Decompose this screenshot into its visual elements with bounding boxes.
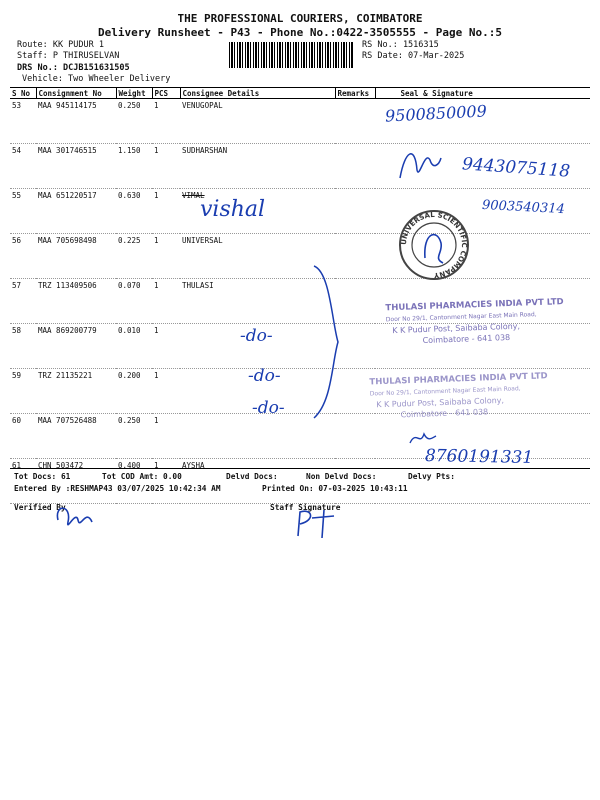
- verified-by-signature: [52, 500, 102, 536]
- row-weight: 0.630: [116, 189, 152, 234]
- row-weight: 0.010: [116, 324, 152, 369]
- row-pcs: 1: [152, 459, 180, 504]
- signature-54: 9443075118: [461, 154, 571, 182]
- signature-scribble-54: [395, 140, 445, 188]
- row-sno: 61: [10, 459, 36, 504]
- col-sno: S No: [10, 88, 36, 99]
- ditto-mark-58: -do-: [240, 326, 273, 346]
- printed-on: Printed On: 07-03-2025 10:43:11: [262, 484, 408, 493]
- row-pcs: 1: [152, 414, 180, 459]
- rs-date: RS Date: 07-Mar-2025: [362, 51, 465, 61]
- tot-cod-amt: Tot COD Amt: 0.00: [102, 472, 182, 481]
- row-weight: 0.225: [116, 234, 152, 279]
- route: Route: KK PUDUR 1: [17, 40, 104, 50]
- row-sno: 58: [10, 324, 36, 369]
- bracket-mark: [310, 262, 350, 422]
- delvy-pts: Delvy Pts:: [408, 472, 455, 481]
- row-pcs: 1: [152, 324, 180, 369]
- row-sno: 59: [10, 369, 36, 414]
- runsheet-table: [10, 87, 590, 504]
- row-consignee: VIMAL: [180, 189, 335, 234]
- row-consignment: MAA 301746515: [36, 144, 116, 189]
- stamp-line: THULASI PHARMACIES INDIA PVT LTD: [369, 371, 548, 388]
- row-consignment: MAA 705698498: [36, 234, 116, 279]
- row-pcs: 1: [152, 99, 180, 144]
- row-consignment: TRZ 113409506: [36, 279, 116, 324]
- thulasi-stamp-2: [369, 371, 570, 422]
- row-sno: 53: [10, 99, 36, 144]
- row-weight: 0.070: [116, 279, 152, 324]
- staff-signature: Staff Signature: [270, 503, 341, 512]
- table-row: [10, 99, 590, 144]
- col-consignee: Consignee Details: [180, 88, 335, 99]
- runsheet-subtitle: Delivery Runsheet - P43 - Phone No.:0422-3505555 - Page No.:5: [98, 26, 502, 39]
- non-delvd-docs: Non Delvd Docs:: [306, 472, 377, 481]
- thulasi-stamp-1: [385, 297, 576, 348]
- delvd-docs: Delvd Docs:: [226, 472, 278, 481]
- col-weight: Weight: [116, 88, 152, 99]
- rs-no: RS No.: 1516315: [362, 40, 439, 50]
- stamp-line: Coimbatore - 641 038: [422, 332, 511, 346]
- universal-company-seal: [397, 208, 471, 282]
- row-weight: 0.250: [116, 414, 152, 459]
- col-consignment: Consignment No: [36, 88, 116, 99]
- ditto-mark-60: -do-: [252, 398, 285, 418]
- row-consignment: MAA 707526488: [36, 414, 116, 459]
- drs-no: DRS No.: DCJB151631505: [17, 63, 130, 73]
- row-consignee: AYSHA: [180, 459, 335, 504]
- row-pcs: 1: [152, 189, 180, 234]
- row-consignee: THULASI: [180, 279, 335, 324]
- row-consignee: VENUGOPAL: [180, 99, 335, 144]
- verified-by: Verified By: [14, 503, 66, 512]
- signature-scribble-61: [408, 428, 438, 448]
- row-weight: 1.150: [116, 144, 152, 189]
- col-seal-signature: Seal & Signature: [375, 88, 590, 99]
- row-weight: 0.400: [116, 459, 152, 504]
- handwritten-vishal: vishal: [200, 197, 266, 222]
- seal-ring-text: UNIVERSAL SCIENTIFIC COMPANY: [399, 210, 469, 280]
- footer-divider: [10, 468, 590, 469]
- row-consignment: CHN 503472: [36, 459, 116, 504]
- row-sno: 54: [10, 144, 36, 189]
- row-consignment: MAA 945114175: [36, 99, 116, 144]
- row-pcs: 1: [152, 279, 180, 324]
- row-consignee: SUDHARSHAN: [180, 144, 335, 189]
- company-title: THE PROFESSIONAL COURIERS, COIMBATORE: [177, 12, 423, 25]
- row-consignment: MAA 869200779: [36, 324, 116, 369]
- row-consignment: MAA 651220517: [36, 189, 116, 234]
- table-row: [10, 234, 590, 279]
- stamp-line: Door No 29/1, Cantonment Nagar East Main Road,: [369, 385, 521, 398]
- row-sno: 60: [10, 414, 36, 459]
- signature-61: 8760191331: [424, 446, 534, 468]
- stamp-line: K K Pudur Post, Saibaba Colony,: [376, 395, 505, 410]
- entered-by: Entered By :RESHMAP43 03/07/2025 10:42:34 AM: [14, 484, 221, 493]
- ditto-mark-59: -do-: [248, 366, 281, 386]
- table-header-row: [10, 88, 590, 99]
- row-consignee: UNIVERSAL: [180, 234, 335, 279]
- stamp-line: Coimbatore - 641 038: [400, 407, 489, 420]
- row-pcs: 1: [152, 144, 180, 189]
- staff: Staff: P THIRUSELVAN: [17, 51, 120, 61]
- staff-signature-mark: [290, 506, 344, 542]
- row-weight: 0.200: [116, 369, 152, 414]
- row-sno: 55: [10, 189, 36, 234]
- signature-55: 9003540314: [481, 197, 566, 218]
- tot-docs: Tot Docs: 61: [14, 472, 71, 481]
- stamp-line: THULASI PHARMACIES INDIA PVT LTD: [385, 297, 564, 314]
- stamp-line: Door No 29/1, Cantonment Nagar East Main Road,: [385, 311, 537, 324]
- row-sno: 56: [10, 234, 36, 279]
- row-sno: 57: [10, 279, 36, 324]
- row-consignment: TRZ 21135221: [36, 369, 116, 414]
- row-pcs: 1: [152, 234, 180, 279]
- col-remarks: Remarks: [335, 88, 375, 99]
- signature-53: 9500850009: [384, 101, 488, 126]
- vehicle: Vehicle: Two Wheeler Delivery: [22, 74, 171, 84]
- stamp-line: K K Pudur Post, Saibaba Colony,: [392, 321, 521, 336]
- col-pcs: PCS: [152, 88, 180, 99]
- row-pcs: 1: [152, 369, 180, 414]
- barcode: [229, 42, 353, 68]
- row-weight: 0.250: [116, 99, 152, 144]
